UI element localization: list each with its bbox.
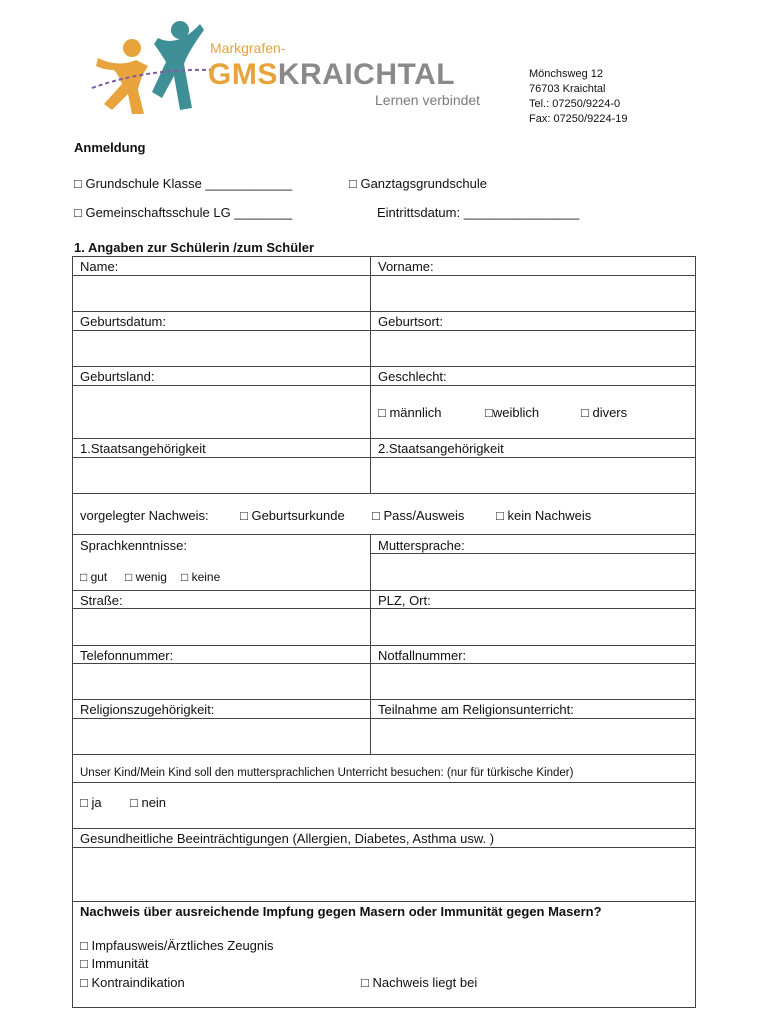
label-muttersprache: Muttersprache: xyxy=(378,538,465,553)
vorname-input[interactable] xyxy=(371,276,695,310)
logo-name: KRAICHTAL xyxy=(277,58,456,91)
label-geschlecht: Geschlecht: xyxy=(378,369,447,384)
checkbox-nachweis-liegt-bei[interactable]: □ Nachweis liegt bei xyxy=(361,975,478,990)
name-input[interactable] xyxy=(73,276,369,310)
strasse-input[interactable] xyxy=(73,609,369,644)
checkbox-kein-nachweis[interactable]: □ kein Nachweis xyxy=(496,508,592,523)
label-nachweis: vorgelegter Nachweis: xyxy=(80,508,209,523)
geburtsland-input[interactable] xyxy=(73,386,369,437)
logo-sub-text: Lernen verbindet xyxy=(375,92,481,108)
logo-figures-icon xyxy=(88,18,218,118)
label-telefon: Telefonnummer: xyxy=(80,648,174,663)
checkbox-wenig[interactable]: □ wenig xyxy=(125,570,167,584)
label-religion: Religionszugehörigkeit: xyxy=(80,702,215,717)
label-gesundheit: Gesundheitliche Beeinträchtigungen (Allergien, Diabetes, Asthma usw. ) xyxy=(80,831,495,846)
notfall-input[interactable] xyxy=(371,664,695,698)
label-strasse: Straße: xyxy=(80,593,123,608)
checkbox-pass[interactable]: □ Pass/Ausweis xyxy=(372,508,465,523)
staat2-input[interactable] xyxy=(371,458,695,492)
religionsunterricht-input[interactable] xyxy=(371,719,695,753)
section-title: 1. Angaben zur Schülerin /zum Schüler xyxy=(74,240,315,255)
checkbox-geburtsurkunde[interactable]: □ Geburtsurkunde xyxy=(240,508,345,523)
label-religionsunterricht: Teilnahme am Religionsunterricht: xyxy=(378,702,574,717)
checkbox-divers[interactable]: □ divers xyxy=(581,405,628,420)
logo-top-text: Markgrafen- xyxy=(210,40,286,56)
label-staat2: 2.Staatsangehörigkeit xyxy=(378,441,504,456)
label-notfall: Notfallnummer: xyxy=(378,648,467,663)
school-logo xyxy=(88,18,498,118)
checkbox-keine[interactable]: □ keine xyxy=(181,570,221,584)
gesundheit-input[interactable] xyxy=(73,848,695,900)
checkbox-weiblich[interactable]: □weiblich xyxy=(485,405,540,420)
plz-input[interactable] xyxy=(371,609,695,644)
address-phone: Tel.: 07250/9224-0 xyxy=(529,98,621,110)
logo-main-text xyxy=(208,58,455,92)
label-geburtsort: Geburtsort: xyxy=(378,314,444,329)
geburtsort-input[interactable] xyxy=(371,331,695,365)
label-vorname: Vorname: xyxy=(378,259,434,274)
checkbox-maennlich[interactable]: □ männlich xyxy=(378,405,442,420)
staat1-input[interactable] xyxy=(73,458,369,492)
label-geburtsdatum: Geburtsdatum: xyxy=(80,314,166,329)
address-city: 76703 Kraichtal xyxy=(529,83,606,95)
option-grundschule[interactable]: □ Grundschule Klasse ____________ xyxy=(74,176,293,191)
checkbox-ja[interactable]: □ ja xyxy=(80,795,102,810)
label-mutterspr-unterricht: Unser Kind/Mein Kind soll den muttersprachlichen Unterricht besuchen: (nur für türkische Kinder) xyxy=(80,767,574,779)
logo-gms: GMS xyxy=(208,58,278,91)
option-ganztag[interactable]: □ Ganztagsgrundschule xyxy=(349,176,487,191)
address-fax: Fax: 07250/9224-19 xyxy=(529,113,628,125)
checkbox-immunitaet[interactable]: □ Immunität xyxy=(80,956,149,971)
label-masern: Nachweis über ausreichende Impfung gegen Masern oder Immunität gegen Masern? xyxy=(80,904,602,919)
label-sprachkenntnisse: Sprachkenntnisse: xyxy=(80,538,187,553)
label-name: Name: xyxy=(80,259,119,274)
telefon-input[interactable] xyxy=(73,664,369,698)
religion-input[interactable] xyxy=(73,719,369,753)
option-gemeinschaftsschule[interactable]: □ Gemeinschaftsschule LG ________ xyxy=(74,205,293,220)
label-staat1: 1.Staatsangehörigkeit xyxy=(80,441,206,456)
address-block xyxy=(529,67,627,127)
checkbox-impfausweis[interactable]: □ Impfausweis/Ärztliches Zeugnis xyxy=(80,938,274,953)
checkbox-gut[interactable]: □ gut xyxy=(80,570,108,584)
page-title: Anmeldung xyxy=(74,140,146,155)
checkbox-kontraindikation[interactable]: □ Kontraindikation xyxy=(80,975,185,990)
muttersprache-input[interactable] xyxy=(371,554,695,589)
address-street: Mönchsweg 12 xyxy=(529,68,603,80)
label-plz: PLZ, Ort: xyxy=(378,593,431,608)
eintrittsdatum-field[interactable]: Eintrittsdatum: ________________ xyxy=(377,205,580,220)
checkbox-nein[interactable]: □ nein xyxy=(130,795,167,810)
geburtsdatum-input[interactable] xyxy=(73,331,369,365)
label-geburtsland: Geburtsland: xyxy=(80,369,155,384)
